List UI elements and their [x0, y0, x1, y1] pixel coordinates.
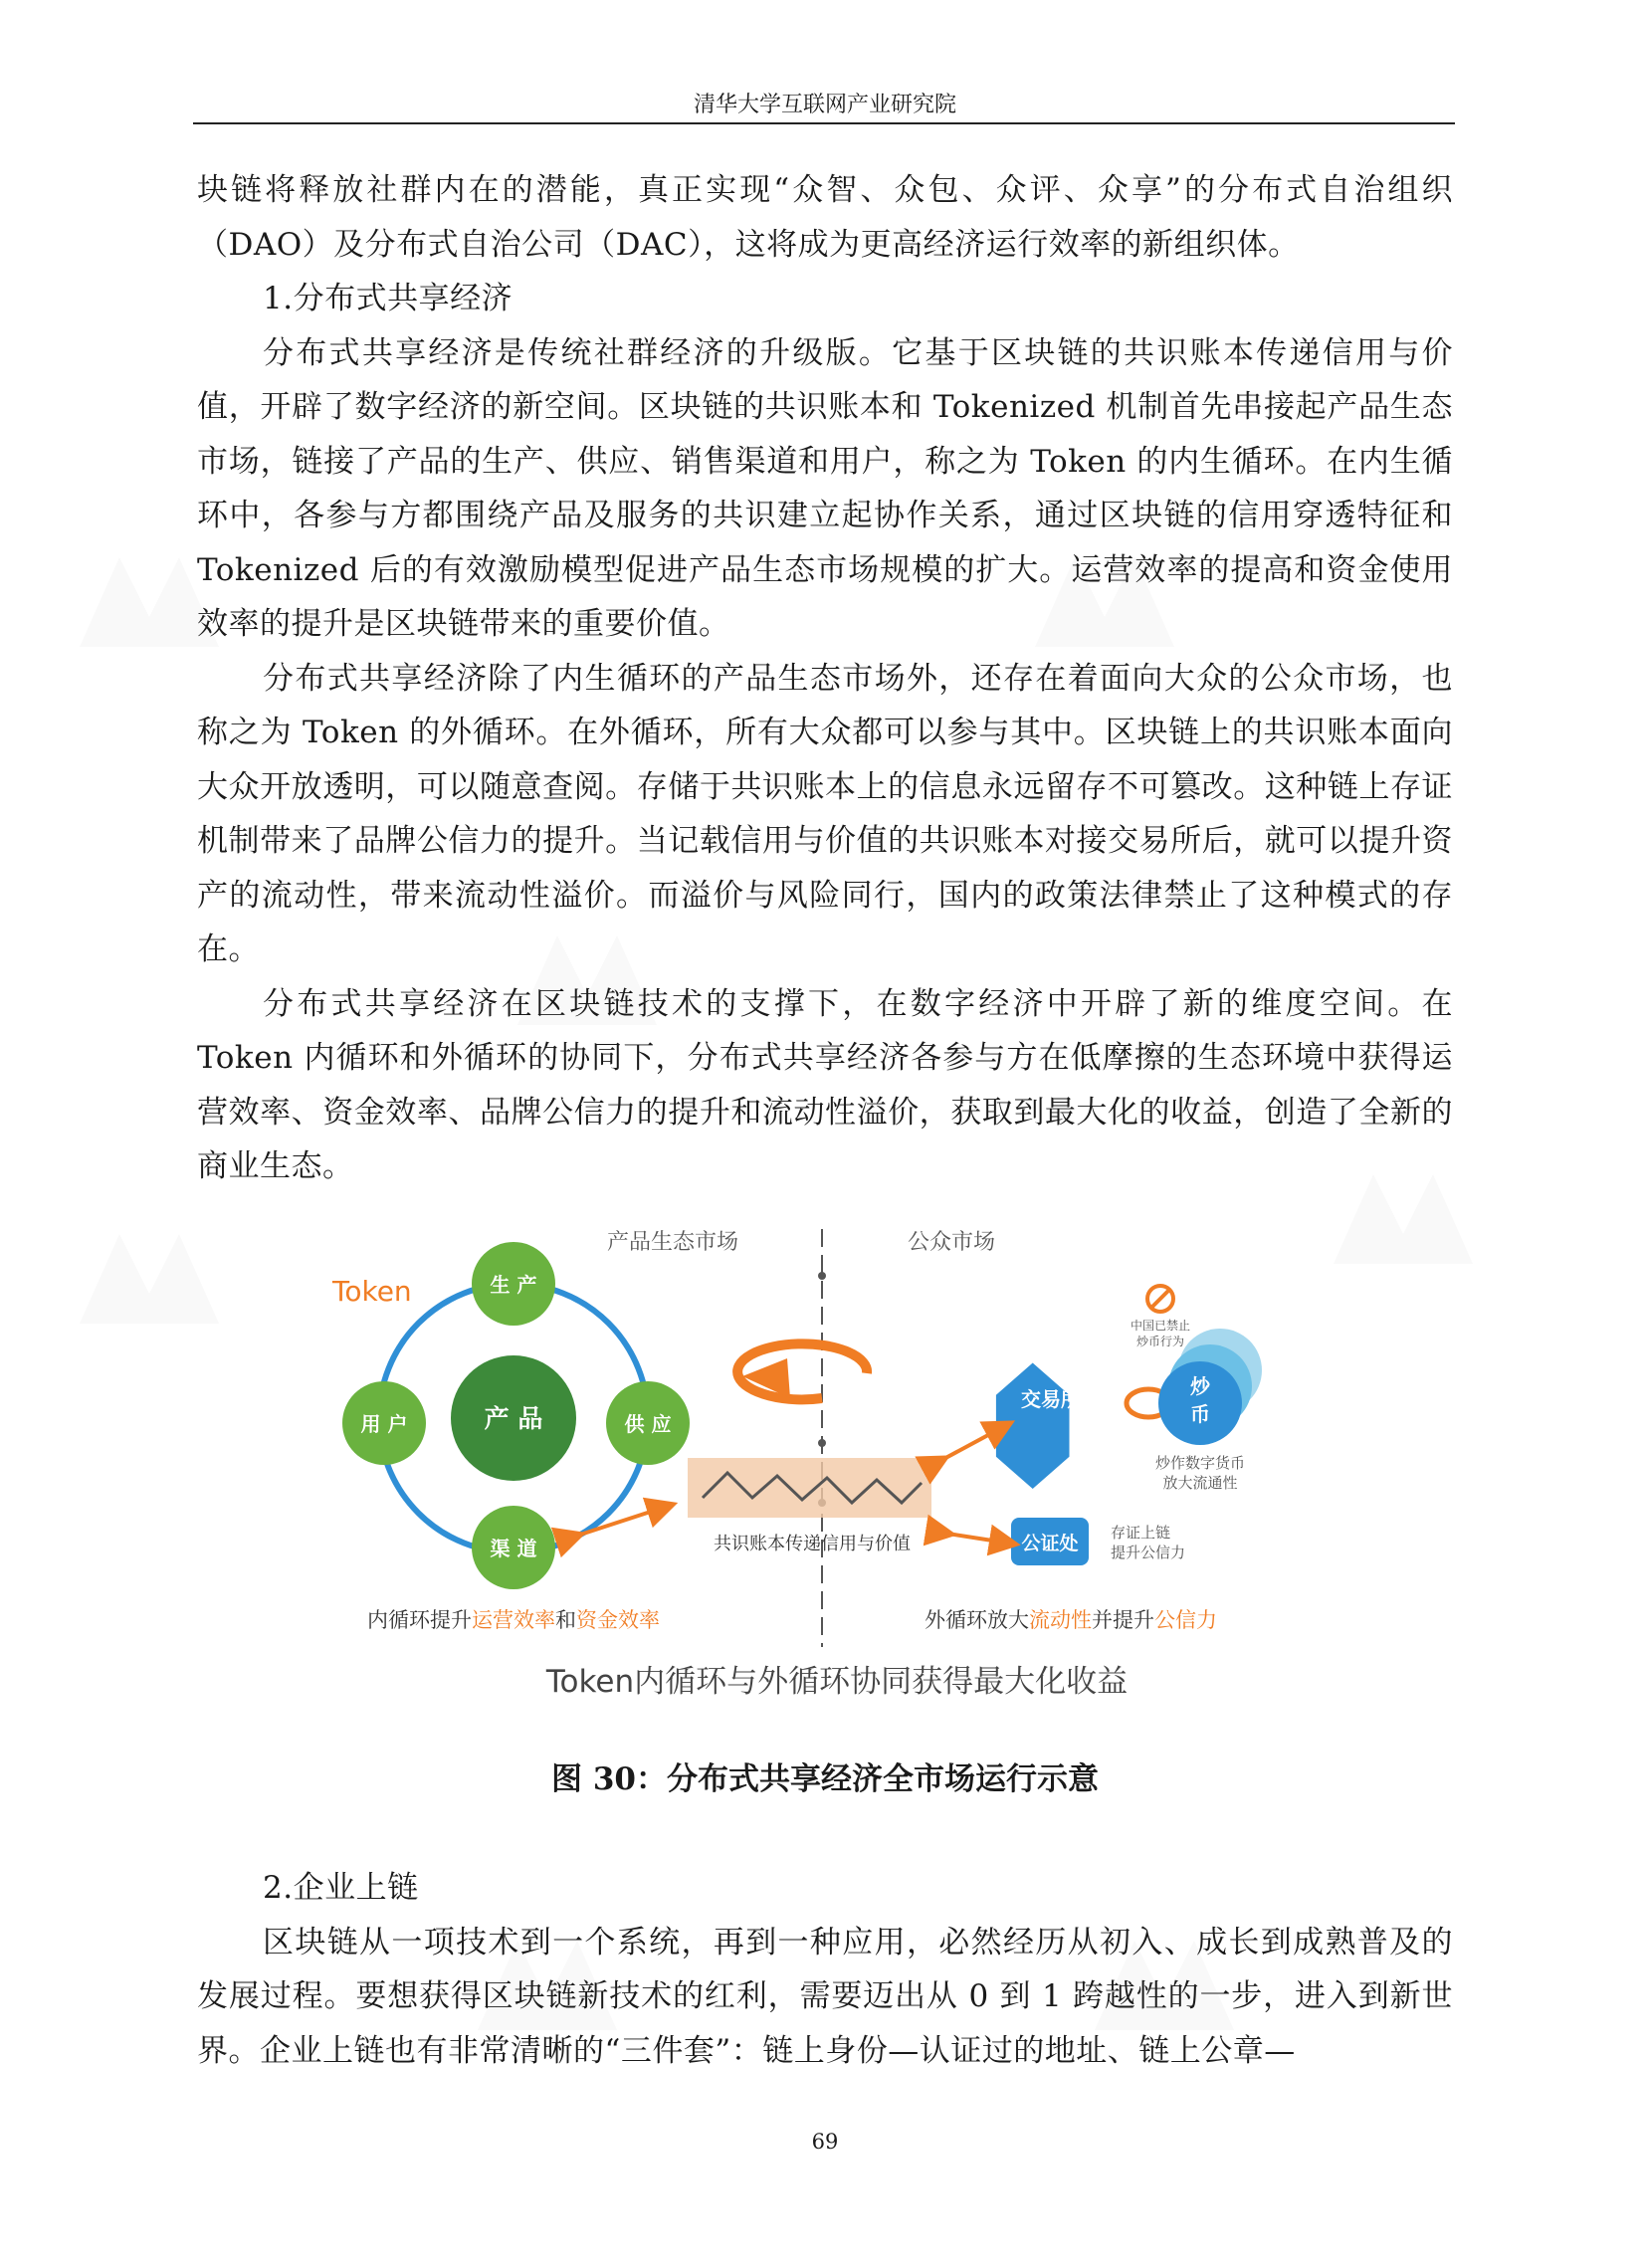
outer-loop-caption-part: 并提升 — [1092, 1608, 1154, 1632]
paragraph: 分布式共享经济在区块链技术的支撑下，在数字经济中开辟了新的维度空间。在 Token 内循环和外循环的协同下，分布式共享经济各参与方在低摩擦的生态环境中获得运营效率、资金效率、品牌公信力的提升和流动性溢价，获取到最大化的收益，创造了全新的商业生态。 — [197, 985, 1453, 1184]
inner-loop-caption-part: 内循环提升 — [367, 1608, 472, 1632]
ledger-band — [688, 1458, 931, 1518]
left-market-header: 产品生态市场 — [606, 1230, 739, 1255]
section-heading: 1.分布式共享经济 — [263, 281, 514, 316]
watermark-logo-icon — [80, 1234, 219, 1324]
notary-label: 公证处 — [1021, 1533, 1079, 1554]
node-user-label: 用 户 — [360, 1412, 408, 1436]
paragraph: 块链将释放社群内在的潜能，真正实现“众智、众包、众评、众享”的分布式自治组织（DAO）及分布式自治公司（DAC），这将成为更高经济运行效率的新组织体。 — [197, 172, 1453, 263]
node-channel-label: 渠 道 — [490, 1537, 537, 1560]
exchange-hexagon — [996, 1363, 1070, 1490]
ledger-label: 共识账本传递信用与价值 — [714, 1534, 911, 1554]
inner-loop-caption-highlight: 资金效率 — [576, 1608, 660, 1632]
header-divider — [193, 122, 1455, 124]
paragraph: 区块链从一项技术到一个系统，再到一种应用，必然经历从初入、成长到成熟普及的发展过程。要想获得区块链新技术的红利，需要迈出从 0 到 1 跨越性的一步，进入到新世界。企业上链也有非常清晰的“三件套”：链上身份—认证过的地址、链上公章— — [197, 1924, 1453, 2069]
inner-loop-caption — [367, 1608, 660, 1632]
double-arrow — [941, 1533, 1005, 1543]
speculate-note-line2: 放大流通性 — [1162, 1474, 1238, 1492]
outer-loop-caption-highlight: 公信力 — [1154, 1608, 1217, 1632]
double-arrow — [571, 1508, 663, 1538]
node-product-label: 产 品 — [484, 1404, 543, 1433]
double-arrow — [936, 1428, 1001, 1463]
token-label: Token — [332, 1275, 412, 1308]
outer-loop-caption — [925, 1608, 1217, 1632]
inner-loop-caption-highlight: 运营效率 — [472, 1608, 555, 1632]
coin-label-2: 币 — [1190, 1402, 1210, 1426]
node-supply-label: 供 应 — [624, 1412, 672, 1436]
section-heading: 2.企业上链 — [263, 1870, 419, 1906]
figure-diagram — [324, 1219, 1349, 1737]
notary-note-line1: 存证上链 — [1111, 1524, 1171, 1542]
outer-loop-caption-highlight: 流动性 — [1029, 1608, 1092, 1632]
body-bottom — [197, 1861, 1453, 2078]
figure-caption: 图 30：分布式共享经济全市场运行示意 — [551, 1761, 1099, 1797]
notary-note-line2: 提升公信力 — [1111, 1544, 1186, 1561]
figure-title: Token内循环与外循环协同获得最大化收益 — [545, 1664, 1129, 1700]
paragraph: 分布式共享经济是传统社群经济的升级版。它基于区块链的共识账本传递信用与价值，开辟了数字经济的新空间。区块链的共识账本和 Tokenized 机制首先串接起产品生态市场，链接了产品的生产、供应、销售渠道和用户，称之为 Token 的内生循环。在内生循环中，各参与方都围绕产品及服务的共识建立起协作关系，通过区块链的信用穿透特征和 Tokenized 后的有效激励模型促进产品生态市场规模的扩大。运营效率的提高和资金使用效率的提升是区块链带来的重要价值。 — [197, 334, 1453, 642]
page-number: 69 — [811, 2130, 839, 2154]
ban-note-line2: 炒币行为 — [1135, 1335, 1185, 1348]
inner-loop-caption-part: 和 — [555, 1608, 576, 1632]
divider-dot — [818, 1439, 826, 1447]
exchange-label: 交易所 — [1021, 1387, 1081, 1411]
right-market-header: 公众市场 — [907, 1230, 996, 1255]
paragraph: 分布式共享经济除了内生循环的产品生态市场外，还存在着面向大众的公众市场，也称之为 Token 的外循环。在外循环，所有大众都可以参与其中。区块链上的共识账本面向大众开放透明，可以随意查阅。存储于共识账本上的信息永远留存不可篡改。这种链上存证机制带来了品牌公信力的提升。当记载信用与价值的共识账本对接交易所后，就可以提升资产的流动性，带来流动性溢价。而溢价与风险同行，国内的政策法律禁止了这种模式的存在。 — [197, 660, 1453, 967]
divider-dot — [818, 1272, 826, 1280]
body-top — [197, 163, 1453, 1194]
node-produce-label: 生 产 — [490, 1273, 537, 1297]
speculate-note-line1: 炒作数字货币 — [1154, 1454, 1246, 1472]
ban-note-line1: 中国已禁止 — [1130, 1319, 1191, 1333]
outer-loop-caption-part: 外循环放大 — [925, 1608, 1029, 1632]
page-header: 清华大学互联网产业研究院 — [693, 93, 956, 117]
coin-label-1: 炒 — [1190, 1374, 1210, 1398]
ban-icon-slash — [1151, 1290, 1169, 1308]
